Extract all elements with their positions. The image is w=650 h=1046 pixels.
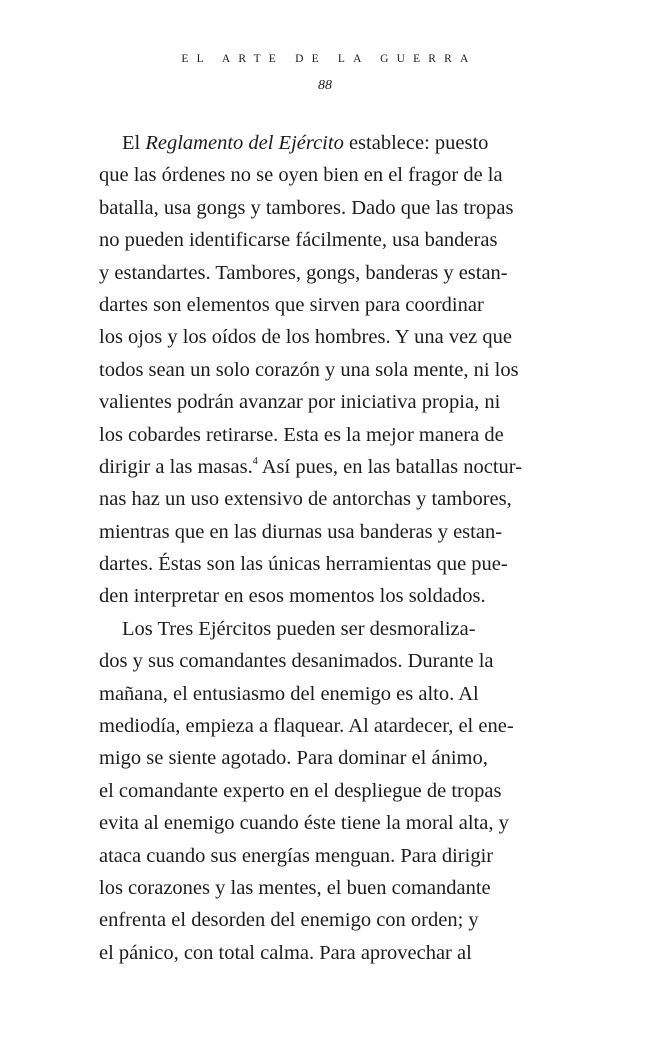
text-line: los corazones y las mentes, el buen comandante bbox=[99, 876, 491, 899]
text-line: los ojos y los oídos de los hombres. Y una vez que bbox=[99, 326, 512, 349]
text-line: enfrenta el desorden del enemigo con orden; y bbox=[99, 909, 479, 932]
text-run: Así pues, en las batallas noctur- bbox=[257, 455, 523, 478]
text-line: den interpretar en esos momentos los soldados. bbox=[99, 585, 486, 608]
text-line bbox=[99, 451, 559, 483]
text-line: valientes podrán avanzar por iniciativa propia, ni bbox=[99, 391, 501, 414]
text-line bbox=[99, 127, 559, 159]
text-line: mientras que en las diurnas usa banderas y estan- bbox=[99, 520, 503, 543]
book-title: Reglamento del Ejército bbox=[145, 132, 344, 154]
text-line: mediodía, empieza a flaquear. Al atardecer, el ene- bbox=[99, 715, 514, 738]
running-head: EL ARTE DE LA GUERRA bbox=[181, 53, 477, 65]
text-line: batalla, usa gongs y tambores. Dado que las tropas bbox=[99, 196, 514, 219]
text-line: migo se siente agotado. Para dominar el ánimo, bbox=[99, 747, 488, 770]
text-line: nas haz un uso extensivo de antorchas y tambores, bbox=[99, 488, 512, 511]
text-line: dos y sus comandantes desanimados. Durante la bbox=[99, 650, 494, 673]
footnote-reference[interactable]: 4 bbox=[252, 455, 258, 467]
text-line: no pueden identificarse fácilmente, usa banderas bbox=[99, 229, 498, 252]
text-line: el pánico, con total calma. Para aprovechar al bbox=[99, 941, 472, 964]
text-run: dirigir a las masas. bbox=[99, 455, 253, 478]
text-line: que las órdenes no se oyen bien en el fragor de la bbox=[99, 164, 503, 187]
text-run: establece: puesto bbox=[343, 132, 489, 154]
text-line: evita al enemigo cuando éste tiene la moral alta, y bbox=[99, 812, 509, 835]
text-line: Los Tres Ejércitos pueden ser desmoraliza- bbox=[122, 617, 476, 640]
text-line: el comandante experto en el despliegue de tropas bbox=[99, 779, 502, 802]
text-line: ataca cuando sus energías menguan. Para dirigir bbox=[99, 844, 494, 867]
text-line: todos sean un solo corazón y una sola mente, ni los bbox=[99, 358, 519, 381]
text-line: dartes. Éstas son las únicas herramientas que pue- bbox=[99, 553, 508, 576]
page-number: 88 bbox=[318, 78, 332, 93]
text-run: El bbox=[122, 132, 146, 154]
text-line: los cobardes retirarse. Esta es la mejor manera de bbox=[99, 423, 504, 446]
text-line: mañana, el entusiasmo del enemigo es alto. Al bbox=[99, 682, 479, 705]
body-text bbox=[99, 127, 559, 969]
text-line: y estandartes. Tambores, gongs, banderas y estan- bbox=[99, 261, 508, 284]
text-line: dartes son elementos que sirven para coordinar bbox=[99, 293, 484, 316]
